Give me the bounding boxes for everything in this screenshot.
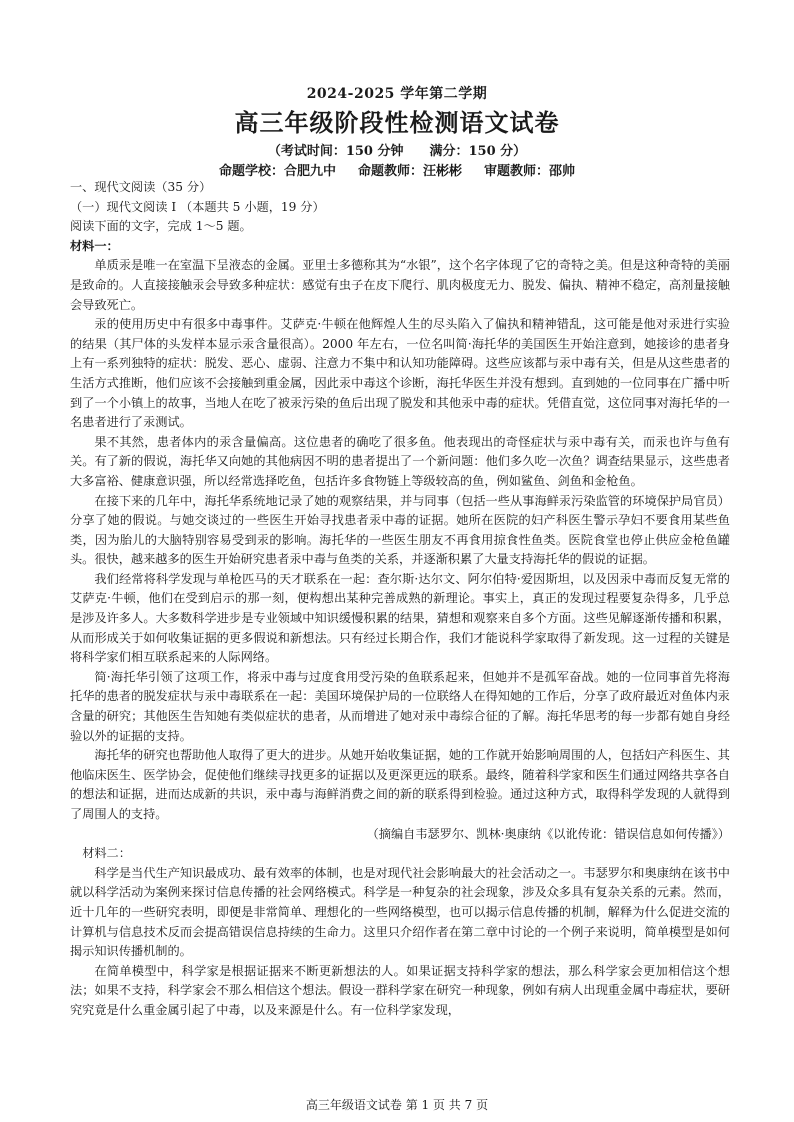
exam-time: （考试时间：150 分钟 (267, 144, 404, 159)
semester-heading: 2024-2025 学年第二学期 (306, 86, 488, 102)
paragraph: 简·海托华引领了这项工作，将汞中毒与过度食用受污染的鱼联系起来，但她并不是孤军奋战。她的一位同事首先将海托华的患者的脱发症状与汞中毒联系在一起：美国环境保护局的一位联络人在得知她的工作后，分享了政府最近对鱼体内汞含量的研究；其他医生告知她有类似症状的患者，从而增进了她对汞中毒综合征的了解。海托华思考的每一步都有她自身经验以外的证据的支持。 (70, 669, 730, 743)
exam-authors (0, 160, 794, 179)
setting-school: 命题学校：合肥九中 (218, 164, 336, 179)
paragraph: 海托华的研究也帮助他人取得了更大的进步。从她开始收集证据，她的工作就开始影响周围的人，包括妇产科医生、其他临床医生、医学协会，促使他们继续寻找更多的证据以及更深更远的联系。最终，随着科学家和医生们通过网络共享各自的想法和证据，进而达成新的共识，汞中毒与海鲜消费之间的新的联系得到检验。通过这种方式，取得科学发现的人就得到了周围人的支持。 (70, 748, 730, 821)
source-citation: （摘编自韦瑟罗尔、凯林·奥康纳《以讹传讹：错误信息如何传播》） (366, 826, 730, 841)
exam-info (0, 140, 794, 159)
subsection-heading: （一）现代文阅读 Ⅰ （本题共 5 小题，19 分） (70, 199, 325, 214)
section-heading: 一、现代文阅读（35 分） (70, 180, 212, 194)
paragraph: 我们经常将科学发现与单枪匹马的天才联系在一起：查尔斯·达尔文、阿尔伯特·爱因斯坦，以及因汞中毒而反复无常的艾萨克·牛顿，他们在受到启示的那一刻，便构想出某种完善成熟的新理论。事实上，真正的发现过程要复杂得多，几乎总是涉及许多人。大多数科学进步是专业领域中知识缓慢积累的结果，猜想和观察来自多个方面。这些见解逐渐传播和积累，从而形成关于如何收集证据的更多假说和新想法。只有经过长期合作，我们才能说科学家取得了新发现。这一过程的关键是将科学家们相互联系起来的人际网络。 (70, 571, 730, 665)
setting-teacher: 命题教师：汪彬彬 (357, 164, 462, 179)
exam-body (70, 178, 730, 1021)
reviewing-teacher: 审题教师：邵帅 (484, 164, 576, 179)
instruction-text: 阅读下面的文字，完成 1～5 题。 (70, 219, 252, 234)
material1-label: 材料一： (70, 238, 119, 253)
full-score: 满分：150 分） (429, 144, 527, 159)
paragraph: 在接下来的几年中，海托华系统地记录了她的观察结果，并与同事（包括一些从事海鲜汞污染监管的环境保护局官员）分享了她的假说。与她交谈过的一些医生开始寻找患者汞中毒的证据。她所在医院的妇产科医生警示孕妇不要食用某些鱼类，因为胎儿的大脑特别容易受到汞的影响。海托华的一些医生朋友不再食用掠食性鱼类。医院食堂也停止供应金枪鱼罐头。很快，越来越多的医生开始研究患者汞中毒与鱼类的关系，并逐渐积累了大量支持海托华的假说的证据。 (70, 493, 730, 567)
material2-label: 材料二： (82, 846, 131, 861)
paragraph: 果不其然，患者体内的汞含量偏高。这位患者的确吃了很多鱼。他表现出的奇怪症状与汞中毒有关，而汞也许与鱼有关。有了新的假说，海托华又向她的其他病因不明的患者提出了一个新问题：他们多久吃一次鱼？调查结果显示，这些患者大多富裕、健康意识强，所以经常选择吃鱼，包括许多食物链上等级较高的鱼，例如鲨鱼、剑鱼和金枪鱼。 (70, 434, 730, 488)
paragraph: 在简单模型中，科学家是根据证据来不断更新想法的人。如果证据支持科学家的想法，那么科学家会更加相信这个想法；如果不支持，科学家会不那么相信这个想法。假设一群科学家在研究一种现象，例如有病人出现重金属中毒症状，要研究究竟是什么重金属引起了中毒，以及来源是什么。有一位科学家发现， (70, 963, 730, 1017)
paragraph: 单质汞是唯一在室温下呈液态的金属。亚里士多德称其为“水银”，这个名字体现了它的奇特之美。但是这种奇特的美丽是致命的。人直接接触汞会导致多种症状：感觉有虫子在皮下爬行、肌肉极度无力、脱发、偏执、精神不稳定，高剂量接触会导致死亡。 (70, 258, 730, 312)
paragraph: 科学是当代生产知识最成功、最有效率的体制，也是对现代社会影响最大的社会活动之一。韦瑟罗尔和奥康纳在该书中就以科学活动为案例来探讨信息传播的社会网络模式。科学是一种复杂的社会现象，涉及众多具有复杂关系的元素。然而，近十几年的一些研究表明，即便是非常简单、理想化的一些网络模型，也可以揭示信息传播的机制，解释为什么促进交流的计算机与信息技术反而会提高错误信息持续的生命力。这里只介绍作者在第二章中讨论的一个例子来说明，简单模型是如何揭示知识传播机制的。 (70, 865, 730, 959)
page-footer: 高三年级语文试卷 第 1 页 共 7 页 (305, 1098, 489, 1112)
page-title: 高三年级阶段性检测语文试卷 (234, 108, 560, 137)
paragraph: 汞的使用历史中有很多中毒事件。艾萨克·牛顿在他辉煌人生的尽头陷入了偏执和精神错乱，这可能是他对汞进行实验的结果（其尸体的头发样本显示汞含量很高）。2000 年左右，一位名叫简·海托华的美国医生开始注意到，她接诊的患者身上有一系列独特的症状：脱发、恶心、虚弱、注意力不集中和认知功能障碍。这些应该都与汞中毒有关，但是从这些患者的生活方式推断，他们应该不会接触到重金属，因此汞中毒这个诊断，海托华医生并没有想到。直到她的一位同事在广播中听到了一个小镇上的故事，当地人在吃了被汞污染的鱼后出现了脱发和其他汞中毒的症状。凭借直觉，这位同事对海托华的一名患者进行了汞测试。 (70, 317, 730, 430)
